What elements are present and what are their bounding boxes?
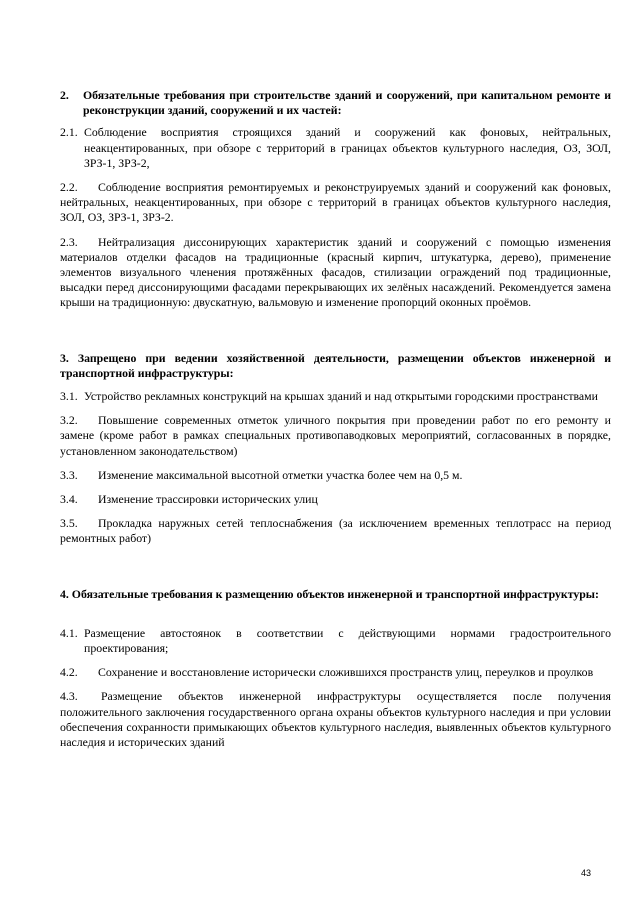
item-number: 4.2. [60, 665, 78, 680]
item-text: Размещение объектов инженерной инфраструктуры осуществляется после получения положительного заключения государственного органа охраны объектов культурного наследия и при условии обеспечения сохранности примыкающих объектов культурного наследия, выявленных объектов культурного наследия и исторических зданий [60, 689, 611, 750]
item-4-3 [60, 689, 611, 750]
item-text: Размещение автостоянок в соответствии с действующими нормами градостроительного проектирования; [84, 625, 611, 656]
item-2-3 [60, 235, 611, 311]
page-number: 43 [581, 868, 592, 878]
item-4-1 [60, 626, 611, 656]
item-number: 3.1. [60, 389, 78, 404]
item-number: 2.2. [60, 180, 78, 195]
item-number: 4.3. [60, 689, 78, 704]
item-number: 3.5. [60, 516, 78, 531]
item-3-5 [60, 516, 611, 546]
item-text: Изменение трассировки исторических улиц [98, 492, 318, 507]
document-content [60, 88, 611, 750]
item-text: Соблюдение восприятия строящихся зданий и сооружений как фоновых, нейтральных, неакцентированных, при обзоре с территорий в границах объектов культурного наследия, ОЗ, ЗОЛ, ЗРЗ-1, ЗРЗ-2, [84, 125, 611, 170]
item-4-2 [60, 665, 611, 680]
item-3-3 [60, 468, 611, 483]
item-text: Изменение максимальной высотной отметки участка более чем на 0,5 м. [98, 467, 463, 482]
section-2-heading [60, 88, 611, 118]
item-number: 2.1. [60, 125, 78, 140]
item-number: 2.3. [60, 234, 78, 249]
item-text: Нейтрализация диссонирующих характеристик зданий и сооружений с помощью изменения материалов отделки фасадов на традиционные (красный кирпич, штукатурка, дерево), применение элементов визуального членения протяжённых фасадов, стилизации ограждений под традиционные, высадки перед диссонирующими фасадами перекрывающих их зелёных насаждений. Рекомендуется замена крыши на традиционную: двускатную, вальмовую и изменение пропорций оконных проёмов. [60, 234, 611, 310]
item-3-1 [60, 389, 611, 404]
item-text: Повышение современных отметок уличного покрытия при проведении работ по его ремонту и замене (кроме работ в рамках специальных противопаводковых мероприятий, согласованных в порядке, установленном законодательством) [60, 413, 611, 458]
section-4-heading: 4. Обязательные требования к размещению объектов инженерной и транспортной инфраструктуры: [60, 586, 599, 601]
item-3-4 [60, 492, 611, 507]
item-text: Соблюдение восприятия ремонтируемых и реконструируемых зданий и сооружений как фоновых, нейтральных, неакцентированных, при обзоре с территорий в границах объектов культурного наследия, ЗОЛ, ОЗ, ЗРЗ-1, ЗРЗ-2. [60, 180, 611, 225]
item-3-2 [60, 413, 611, 459]
item-2-2 [60, 180, 611, 226]
item-2-1 [60, 125, 611, 171]
item-text: Сохранение и восстановление исторически сложившихся пространств улиц, переулков и проулков [98, 665, 594, 680]
section-2-heading-text: Обязательные требования при строительстве зданий и сооружений, при капитальном ремонте и реконструкции зданий, сооружений и их частей: [83, 88, 611, 118]
item-number: 3.2. [60, 413, 78, 428]
section-2-number: 2. [60, 88, 69, 102]
item-number: 3.3. [60, 467, 78, 482]
item-number: 3.4. [60, 492, 78, 507]
item-text: Прокладка наружных сетей теплоснабжения (за исключением временных теплотрасс на период ремонтных работ) [60, 516, 611, 546]
section-3-heading: 3. Запрещено при ведении хозяйственной деятельности, размещении объектов инженерной и транспортной инфраструктуры: [60, 350, 611, 380]
item-text: Устройство рекламных конструкций на крышах зданий и над открытыми городскими пространствами [84, 389, 598, 404]
item-number: 4.1. [60, 625, 78, 640]
